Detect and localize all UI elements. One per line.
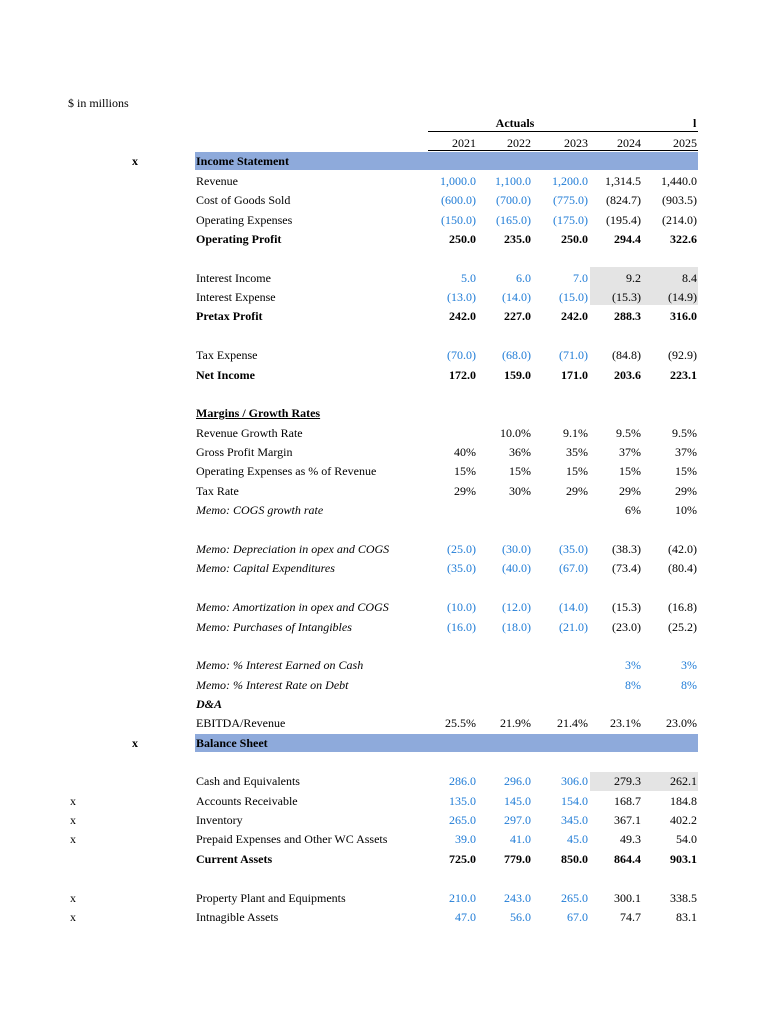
cell[interactable]: 345.0 (561, 813, 588, 827)
cell[interactable]: 3% (681, 658, 697, 672)
row-label: Net Income (196, 368, 255, 382)
cell[interactable]: (25.2) (668, 620, 697, 634)
cell[interactable]: (13.0) (447, 290, 476, 304)
row-label: Interest Income (196, 271, 271, 285)
cell[interactable]: (150.0) (441, 213, 476, 227)
cell[interactable]: (10.0) (447, 600, 476, 614)
cell[interactable]: (71.0) (559, 348, 588, 362)
cell[interactable]: (600.0) (441, 193, 476, 207)
row-accounts-receivable (0, 792, 768, 811)
row-interest-rate-debt (0, 676, 768, 695)
row-da (0, 695, 768, 714)
cell[interactable]: 45.0 (567, 832, 588, 846)
cell[interactable]: (165.0) (496, 213, 531, 227)
row-mark: x (70, 891, 76, 905)
cell[interactable]: 30% (509, 484, 531, 498)
cell[interactable]: 850.0 (561, 852, 588, 866)
cell[interactable]: 15% (675, 464, 697, 478)
row-capex (0, 559, 768, 578)
row-label: Cost of Goods Sold (196, 193, 291, 207)
row-tax-rate (0, 482, 768, 501)
cell[interactable]: 47.0 (455, 910, 476, 924)
cell[interactable]: 903.1 (670, 852, 697, 866)
row-prepaid (0, 830, 768, 849)
row-label: Memo: % Interest Earned on Cash (196, 658, 364, 672)
section-title: Income Statement (196, 154, 289, 168)
cell[interactable]: 227.0 (504, 309, 531, 323)
cell[interactable]: 9.1% (563, 426, 588, 440)
cell[interactable]: 262.1 (670, 774, 697, 788)
subsection-title: Margins / Growth Rates (196, 406, 321, 420)
cell[interactable]: 145.0 (504, 794, 531, 808)
cell[interactable]: 5.0 (461, 271, 476, 285)
cell[interactable]: (15.3) (612, 290, 641, 304)
cell[interactable]: 39.0 (455, 832, 476, 846)
cell[interactable]: 171.0 (561, 368, 588, 382)
cell[interactable]: 15% (619, 464, 641, 478)
cell[interactable]: 23.0% (666, 716, 697, 730)
cell[interactable]: 316.0 (670, 309, 697, 323)
units-note: $ in millions (68, 96, 129, 110)
cell[interactable]: 265.0 (561, 891, 588, 905)
row-operating-profit (0, 230, 768, 249)
cell[interactable]: 286.0 (449, 774, 476, 788)
row-ebitda-revenue (0, 714, 768, 733)
row-intangibles-purchases (0, 618, 768, 637)
row-gross-margin (0, 443, 768, 462)
cell[interactable]: 210.0 (449, 891, 476, 905)
row-inventory (0, 811, 768, 830)
cell[interactable]: (175.0) (553, 213, 588, 227)
cell[interactable]: (14.9) (668, 290, 697, 304)
section-row-balance (0, 734, 768, 753)
cell[interactable]: 40% (454, 445, 476, 459)
cell[interactable]: 184.8 (670, 794, 697, 808)
row-label: Prepaid Expenses and Other WC Assets (196, 832, 388, 846)
cell[interactable]: 6.0 (516, 271, 531, 285)
row-label: Revenue (196, 174, 238, 188)
cell[interactable]: 21.4% (557, 716, 588, 730)
cell[interactable]: (14.0) (502, 290, 531, 304)
row-label: Tax Rate (196, 484, 239, 498)
row-label: Memo: % Interest Rate on Debt (196, 678, 349, 692)
row-label: Accounts Receivable (196, 794, 298, 808)
cell[interactable]: 168.7 (614, 794, 641, 808)
cell[interactable]: 21.9% (500, 716, 531, 730)
row-intangible-assets (0, 908, 768, 927)
cell[interactable]: 23.1% (610, 716, 641, 730)
row-mark: x (70, 813, 76, 827)
row-mark: x (70, 794, 76, 808)
row-amortization (0, 598, 768, 617)
cell[interactable]: (21.0) (559, 620, 588, 634)
cell[interactable]: (70.0) (447, 348, 476, 362)
cell[interactable]: 49.3 (620, 832, 641, 846)
cell[interactable]: 36% (509, 445, 531, 459)
cell[interactable]: 297.0 (504, 813, 531, 827)
cell[interactable]: (824.7) (606, 193, 641, 207)
cell[interactable]: (40.0) (502, 561, 531, 575)
row-revenue (0, 172, 768, 191)
row-label: Revenue Growth Rate (196, 426, 303, 440)
cell[interactable]: 402.2 (670, 813, 697, 827)
row-cogs (0, 191, 768, 210)
cell[interactable]: 242.0 (561, 309, 588, 323)
row-label: Operating Expenses as % of Revenue (196, 464, 377, 478)
cell[interactable]: 74.7 (620, 910, 641, 924)
cell[interactable]: 779.0 (504, 852, 531, 866)
cell[interactable]: 265.0 (449, 813, 476, 827)
cell[interactable]: (214.0) (662, 213, 697, 227)
cell[interactable]: 29% (454, 484, 476, 498)
section-bar (195, 734, 698, 752)
row-tax-expense (0, 346, 768, 365)
cell[interactable]: (18.0) (502, 620, 531, 634)
cell[interactable]: (42.0) (668, 542, 697, 556)
row-label: Gross Profit Margin (196, 445, 293, 459)
cell[interactable]: 1,440.0 (661, 174, 697, 188)
cell[interactable]: (700.0) (496, 193, 531, 207)
section-row-income (0, 152, 768, 171)
cell[interactable]: 296.0 (504, 774, 531, 788)
row-depreciation (0, 540, 768, 559)
cell[interactable]: (15.3) (612, 600, 641, 614)
section-title: Balance Sheet (196, 736, 268, 750)
year-header: 2025 (673, 136, 697, 150)
cell[interactable]: 135.0 (449, 794, 476, 808)
cell[interactable]: 1,314.5 (605, 174, 641, 188)
cell[interactable]: 15% (509, 464, 531, 478)
cell[interactable]: 10.0% (500, 426, 531, 440)
cell[interactable]: (25.0) (447, 542, 476, 556)
row-net-income (0, 366, 768, 385)
cell[interactable]: (67.0) (559, 561, 588, 575)
cell[interactable]: 154.0 (561, 794, 588, 808)
cell[interactable]: 10% (675, 503, 697, 517)
next-group-header: l (693, 116, 697, 130)
cell[interactable]: (30.0) (502, 542, 531, 556)
row-label: Cash and Equivalents (196, 774, 300, 788)
cell[interactable]: 9.5% (616, 426, 641, 440)
cell[interactable]: 35% (566, 445, 588, 459)
cell[interactable]: 306.0 (561, 774, 588, 788)
cell[interactable]: (903.5) (662, 193, 697, 207)
cell[interactable]: 203.6 (614, 368, 641, 382)
cell[interactable]: 243.0 (504, 891, 531, 905)
cell[interactable]: (23.0) (612, 620, 641, 634)
cell[interactable]: (38.3) (612, 542, 641, 556)
row-current-assets (0, 850, 768, 869)
cell[interactable]: 67.0 (567, 910, 588, 924)
cell[interactable]: 367.1 (614, 813, 641, 827)
row-interest-expense (0, 288, 768, 307)
row-cash (0, 772, 768, 791)
cell[interactable]: 322.6 (670, 232, 697, 246)
row-mark: x (132, 736, 138, 750)
cell[interactable]: 300.1 (614, 891, 641, 905)
cell[interactable]: 83.1 (676, 910, 697, 924)
cell[interactable]: (84.8) (612, 348, 641, 362)
cell[interactable]: 9.5% (672, 426, 697, 440)
row-label: Property Plant and Equipments (196, 891, 346, 905)
cell[interactable]: 8% (681, 678, 697, 692)
row-label: Memo: COGS growth rate (196, 503, 324, 517)
cell[interactable]: 25.5% (445, 716, 476, 730)
cell[interactable]: (195.4) (606, 213, 641, 227)
cell[interactable]: 15% (566, 464, 588, 478)
cell[interactable]: 288.3 (614, 309, 641, 323)
row-label: D&A (196, 697, 223, 711)
row-opex-pct (0, 462, 768, 481)
cell[interactable]: (35.0) (447, 561, 476, 575)
row-ppe (0, 889, 768, 908)
cell[interactable]: (14.0) (559, 600, 588, 614)
cell[interactable]: 54.0 (676, 832, 697, 846)
cell[interactable]: 725.0 (449, 852, 476, 866)
row-opex (0, 211, 768, 230)
row-label: Pretax Profit (196, 309, 263, 323)
cell[interactable]: 8.4 (682, 271, 697, 285)
cell[interactable]: 9.2 (626, 271, 641, 285)
row-pretax-profit (0, 307, 768, 326)
row-mark: x (70, 832, 76, 846)
cell[interactable]: 223.1 (670, 368, 697, 382)
cell[interactable]: 29% (619, 484, 641, 498)
cell[interactable]: (73.4) (612, 561, 641, 575)
row-label: EBITDA/Revenue (196, 716, 286, 730)
year-header: 2021 (452, 136, 476, 150)
cell[interactable]: (92.9) (668, 348, 697, 362)
cell[interactable]: (68.0) (502, 348, 531, 362)
cell[interactable]: 3% (625, 658, 641, 672)
row-label: Memo: Amortization in opex and COGS (196, 600, 389, 614)
row-label: Inventory (196, 813, 243, 827)
cell[interactable]: 235.0 (504, 232, 531, 246)
year-rule (428, 150, 698, 151)
cell[interactable]: 279.3 (614, 774, 641, 788)
row-revenue-growth (0, 424, 768, 443)
cell[interactable]: 6% (625, 503, 641, 517)
year-header: 2023 (564, 136, 588, 150)
cell[interactable]: (16.0) (447, 620, 476, 634)
row-label: Memo: Purchases of Intangibles (196, 620, 352, 634)
year-header: 2022 (507, 136, 531, 150)
cell[interactable]: 29% (566, 484, 588, 498)
cell[interactable]: 15% (454, 464, 476, 478)
cell[interactable]: 41.0 (510, 832, 531, 846)
cell[interactable]: (80.4) (668, 561, 697, 575)
cell[interactable]: 1,200.0 (552, 174, 588, 188)
row-label: Operating Profit (196, 232, 282, 246)
cell[interactable]: 159.0 (504, 368, 531, 382)
row-label: Tax Expense (196, 348, 258, 362)
row-label: Interest Expense (196, 290, 276, 304)
row-mark: x (132, 154, 138, 168)
cell[interactable]: 864.4 (614, 852, 641, 866)
cell[interactable]: (16.8) (668, 600, 697, 614)
cell[interactable]: 242.0 (449, 309, 476, 323)
row-mark: x (70, 910, 76, 924)
cell[interactable]: 172.0 (449, 368, 476, 382)
cell[interactable]: (775.0) (553, 193, 588, 207)
cell[interactable]: 1,000.0 (440, 174, 476, 188)
row-label: Operating Expenses (196, 213, 293, 227)
cell[interactable]: 250.0 (449, 232, 476, 246)
header-rule (428, 131, 698, 132)
cell[interactable]: 7.0 (573, 271, 588, 285)
cell[interactable]: 37% (675, 445, 697, 459)
cell[interactable]: 37% (619, 445, 641, 459)
year-header: 2024 (617, 136, 641, 150)
row-label: Current Assets (196, 852, 273, 866)
cell[interactable]: 294.4 (614, 232, 641, 246)
cell[interactable]: (12.0) (502, 600, 531, 614)
actuals-header: Actuals (495, 116, 535, 130)
row-interest-earned (0, 656, 768, 675)
row-label: Memo: Capital Expenditures (196, 561, 335, 575)
cell[interactable]: 250.0 (561, 232, 588, 246)
cell[interactable]: 29% (675, 484, 697, 498)
row-label: Memo: Depreciation in opex and COGS (196, 542, 390, 556)
cell[interactable]: (15.0) (559, 290, 588, 304)
cell[interactable]: 1,100.0 (495, 174, 531, 188)
cell[interactable]: 56.0 (510, 910, 531, 924)
row-interest-income (0, 269, 768, 288)
row-label: Intnagible Assets (196, 910, 279, 924)
row-margins-title (0, 404, 768, 423)
cell[interactable]: (35.0) (559, 542, 588, 556)
cell[interactable]: 8% (625, 678, 641, 692)
cell[interactable]: 338.5 (670, 891, 697, 905)
row-cogs-growth (0, 501, 768, 520)
